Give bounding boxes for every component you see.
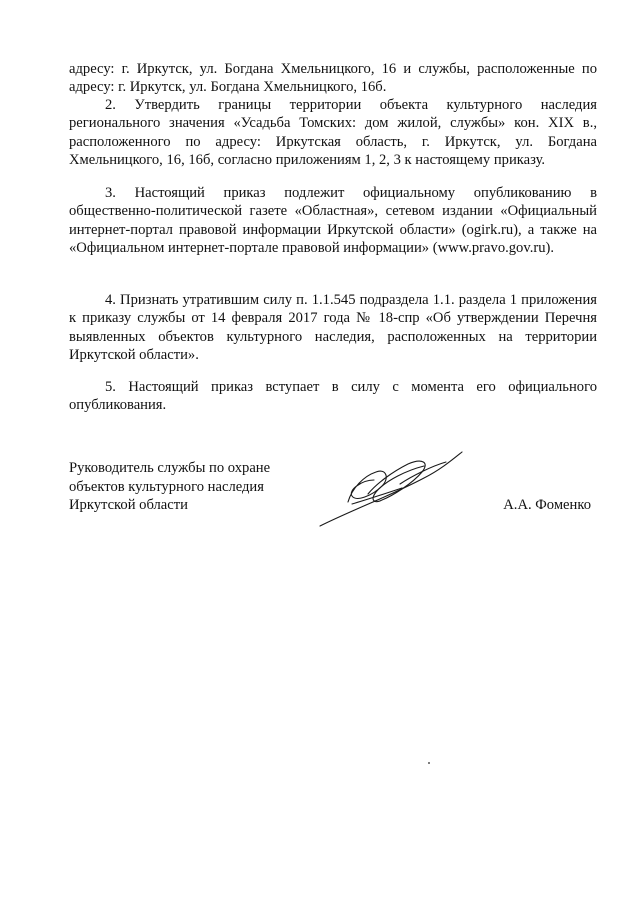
signer-position-line: Иркутской области — [69, 497, 188, 513]
paragraph-address-continuation: адресу: г. Иркутск, ул. Богдана Хмельницкого, 16 и службы, расположенные по адресу: г. Иркутск, ул. Богдана Хмельницкого, 16б. — [69, 61, 597, 96]
signer-position — [69, 459, 270, 515]
signer-name: А.А. Фоменко — [503, 497, 591, 513]
signer-position-line: Руководитель службы по охране — [69, 460, 271, 476]
paragraph-item-5: 5. Настоящий приказ вступает в силу с момента его официального опубликования. — [69, 379, 597, 414]
signer-position-line: объектов культурного наследия — [69, 478, 264, 495]
paragraph-item-4: 4. Признать утратившим силу п. 1.1.545 подраздела 1.1. раздела 1 приложения к приказу службы от 14 февраля 2017 года № 18-спр «Об утверждении Перечня выявленных объектов культурного наследия, расположенных на территории Иркутской области». — [69, 292, 597, 363]
paragraph-item-2: 2. Утвердить границы территории объекта культурного наследия регионального значения «Усадьба Томских: дом жилой, службы» кон. XIX в., расположенного по адресу: Иркутская область, г. Иркутск, ул. Богдана Хмельницкого, 16, 16б, согласно приложениям 1, 2, 3 к настоящему приказу. — [69, 97, 597, 168]
scan-speck — [428, 762, 430, 764]
paragraph-item-3: 3. Настоящий приказ подлежит официальному опубликованию в общественно-политической газете «Областная», сетевом издании «Официальный интернет-портал правовой информации Иркутской области» (ogirk.ru), а также на «Официальном интернет-портале правовой информации» (www.pravo.gov.ru). — [69, 185, 597, 256]
handwritten-signature — [312, 444, 472, 530]
